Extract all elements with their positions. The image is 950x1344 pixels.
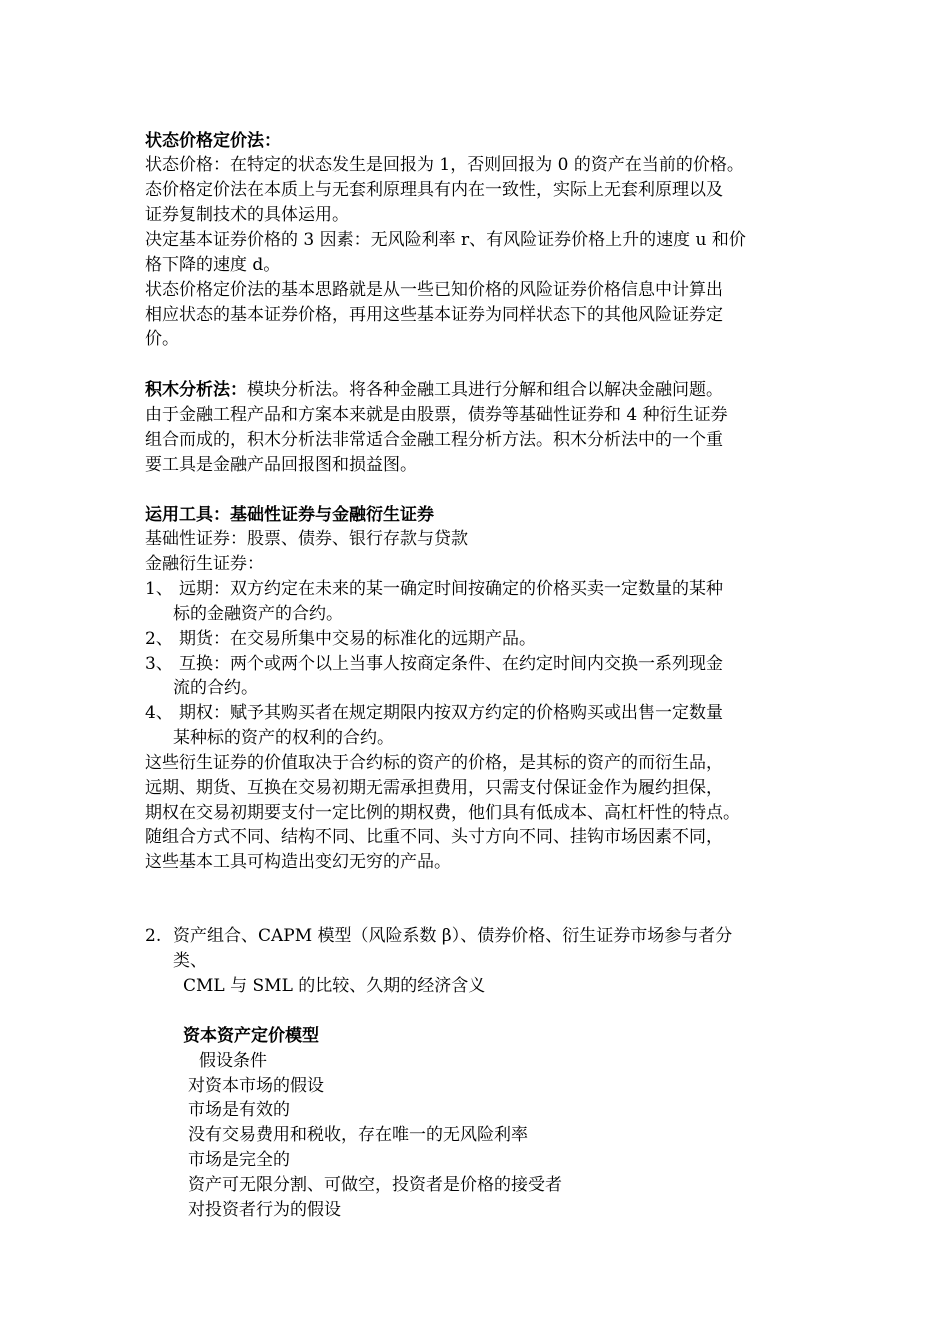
topic-2-line bbox=[145, 923, 732, 949]
topic-2-text: 资产组合、CAPM 模型（风险系数 β）、债券价格、衍生证券市场参与者分 bbox=[173, 926, 733, 946]
capm-heading: 资本资产定价模型 bbox=[183, 1026, 319, 1046]
topic-2-subline: CML 与 SML 的比较、久期的经济含义 bbox=[183, 976, 486, 996]
tools-heading: 运用工具：基础性证券与金融衍生证券 bbox=[145, 505, 434, 525]
list-item bbox=[145, 700, 723, 726]
tools-summary-line: 期权在交易初期要支付一定比例的期权费，他们具有低成本、高杠杆性的特点。 bbox=[145, 803, 740, 823]
topic-2-number: 2. bbox=[145, 926, 162, 946]
tools-summary-line: 随组合方式不同、结构不同、比重不同、头寸方向不同、挂钩市场因素不同， bbox=[145, 827, 723, 847]
state-pricing-line: 状态价格：在特定的状态发生是回报为 1，否则回报为 0 的资产在当前的价格。 bbox=[145, 155, 744, 175]
capm-assumptions-label: 假设条件 bbox=[199, 1051, 267, 1071]
state-pricing-line: 相应状态的基本证券价格，再用这些基本证券为同样状态下的其他风险证券定 bbox=[145, 305, 723, 325]
list-item-continuation: 流的合约。 bbox=[173, 678, 258, 698]
capm-line: 没有交易费用和税收，存在唯一的无风险利率 bbox=[188, 1125, 528, 1145]
tools-summary-line: 这些衍生证券的价值取决于合约标的资产的价格，是其标的资产的而衍生品， bbox=[145, 753, 723, 773]
list-item-number: 1、 bbox=[145, 579, 173, 599]
list-item-text: 互换：两个或两个以上当事人按商定条件、在约定时间内交换一系列现金 bbox=[179, 654, 723, 674]
state-pricing-heading: 状态价格定价法： bbox=[145, 131, 281, 151]
list-item-text: 期货：在交易所集中交易的标准化的远期产品。 bbox=[179, 629, 536, 649]
list-item-continuation: 某种标的资产的权利的合约。 bbox=[173, 728, 394, 748]
state-pricing-line: 价。 bbox=[145, 329, 179, 349]
list-item bbox=[145, 626, 536, 652]
list-item bbox=[145, 576, 723, 602]
building-block-intro: 模块分析法。将各种金融工具进行分解和组合以解决金融问题。 bbox=[247, 380, 723, 400]
state-pricing-line: 决定基本证券价格的 3 因素：无风险利率 r、有风险证券价格上升的速度 u 和价 bbox=[145, 230, 746, 250]
building-block-first-line bbox=[145, 377, 723, 403]
capm-line: 市场是完全的 bbox=[188, 1150, 290, 1170]
state-pricing-line: 证券复制技术的具体运用。 bbox=[145, 205, 349, 225]
building-block-heading: 积木分析法： bbox=[145, 380, 247, 400]
list-item-continuation: 标的金融资产的合约。 bbox=[173, 604, 343, 624]
tools-summary-line: 这些基本工具可构造出变幻无穷的产品。 bbox=[145, 852, 451, 872]
basic-securities-line: 基础性证券：股票、债券、银行存款与贷款 bbox=[145, 529, 468, 549]
state-pricing-line: 状态价格定价法的基本思路就是从一些已知价格的风险证券价格信息中计算出 bbox=[145, 280, 723, 300]
state-pricing-line: 格下降的速度 d。 bbox=[145, 255, 281, 275]
list-item bbox=[145, 651, 723, 677]
tools-summary-line: 远期、期货、互换在交易初期无需承担费用，只需支付保证金作为履约担保， bbox=[145, 778, 723, 798]
list-item-number: 4、 bbox=[145, 703, 173, 723]
building-block-line: 要工具是金融产品回报图和损益图。 bbox=[145, 455, 417, 475]
capm-line: 对投资者行为的假设 bbox=[188, 1200, 341, 1220]
capm-line: 市场是有效的 bbox=[188, 1100, 290, 1120]
capm-line: 资产可无限分割、可做空，投资者是价格的接受者 bbox=[188, 1175, 562, 1195]
topic-2-continuation: 类、 bbox=[173, 951, 207, 971]
list-item-text: 期权：赋予其购买者在规定期限内按双方约定的价格购买或出售一定数量 bbox=[179, 703, 723, 723]
state-pricing-line: 态价格定价法在本质上与无套利原理具有内在一致性，实际上无套利原理以及 bbox=[145, 180, 723, 200]
list-item-text: 远期：双方约定在未来的某一确定时间按确定的价格买卖一定数量的某种 bbox=[179, 579, 723, 599]
list-item-number: 3、 bbox=[145, 654, 173, 674]
list-item-number: 2、 bbox=[145, 629, 173, 649]
derivatives-label: 金融衍生证券： bbox=[145, 554, 264, 574]
building-block-line: 由于金融工程产品和方案本来就是由股票，债券等基础性证券和 4 种衍生证券 bbox=[145, 405, 728, 425]
capm-line: 对资本市场的假设 bbox=[188, 1076, 324, 1096]
building-block-line: 组合而成的，积木分析法非常适合金融工程分析方法。积木分析法中的一个重 bbox=[145, 430, 723, 450]
